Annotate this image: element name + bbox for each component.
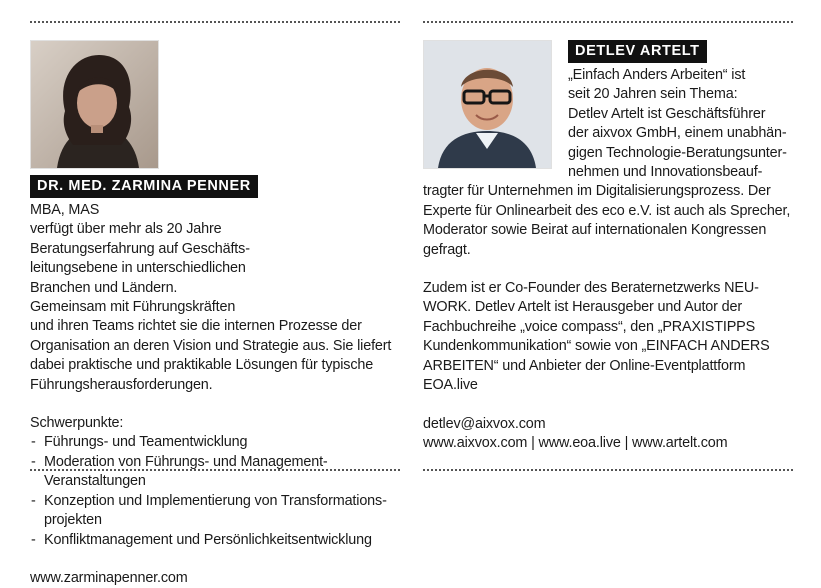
bio-line: seit 20 Jahren sein Thema: <box>568 86 738 103</box>
focus-list <box>30 433 402 549</box>
profile-right <box>423 40 795 453</box>
bio-line: „Einfach Anders Arbeiten“ ist <box>568 67 746 83</box>
top-divider-right <box>423 21 793 23</box>
focus-item: - Konfliktmanagement und Persönlichkeitsentwicklung <box>30 531 402 550</box>
bio-paragraph-second: Zudem ist er Co-Founder des Beraternetzwerks NEU-WORK. Detlev Artelt ist Herausgeber und Autor der Fachbuchreihe „voice compass“, den „PRAXISTIPPS Kundenkommunikation“ sowie von „EINFACH ANDERS ARBEITEN“ und Anbieter der Online-Eventplattform EOA.live <box>423 280 770 394</box>
speaker-name-artelt: DETLEV ARTELT <box>568 40 707 63</box>
bio-line: Gemeinsam mit Führungskräften <box>30 299 236 316</box>
bio-paragraph-continued: tragter für Unternehmen im Digitalisierungsprozess. Der Experte für Onlinearbeit des eco e.V. ist auch als Sprecher, Moderator sowie Beirat auf internationalen Kongressen gefragt. <box>423 183 791 258</box>
bio-line: der aixvox GmbH, einem unabhän- <box>568 125 787 142</box>
bio-paragraph-continued: und ihren Teams richtet sie die internen Prozesse der Organisation an deren Vision und Strategie aus. Sie liefert dabei praktische und praktikable Lösungen für typische Führungsherausforderungen. <box>30 318 392 393</box>
speaker-name-penner: DR. MED. ZARMINA PENNER <box>30 175 258 198</box>
focus-heading: Schwerpunkte: <box>30 415 124 432</box>
focus-item: - Konzeption und Implementierung von Transformations-projekten <box>30 492 402 531</box>
portrait-photo-artelt <box>423 40 552 169</box>
email-link-artelt[interactable]: detlev@aixvox.com <box>423 415 546 432</box>
bio-line: verfügt über mehr als 20 Jahre <box>30 221 222 238</box>
bio-line: Detlev Artelt ist Geschäftsführer <box>568 105 766 122</box>
speaker-degree: MBA, MAS <box>30 202 100 218</box>
portrait-photo-penner <box>30 40 159 169</box>
focus-item: - Führungs- und Teamentwicklung <box>30 433 402 452</box>
bio-line: nehmen und Innovationsbeauf- <box>568 164 763 181</box>
bottom-divider-right <box>423 469 793 471</box>
website-links-artelt[interactable]: www.aixvox.com | www.eoa.live | www.artelt.com <box>423 434 728 451</box>
bio-line: gigen Technologie-Beratungsunter- <box>568 144 787 161</box>
bio-line: Beratungserfahrung auf Geschäfts- <box>30 240 250 257</box>
focus-item: - Moderation von Führungs- und Management-Veranstaltungen <box>30 453 402 492</box>
top-divider-left <box>30 21 400 23</box>
bio-line: Branchen und Ländern. <box>30 279 178 296</box>
bio-line: leitungsebene in unterschiedlichen <box>30 260 246 277</box>
website-link-penner[interactable]: www.zarminapenner.com <box>30 569 188 586</box>
profile-left <box>30 40 402 588</box>
